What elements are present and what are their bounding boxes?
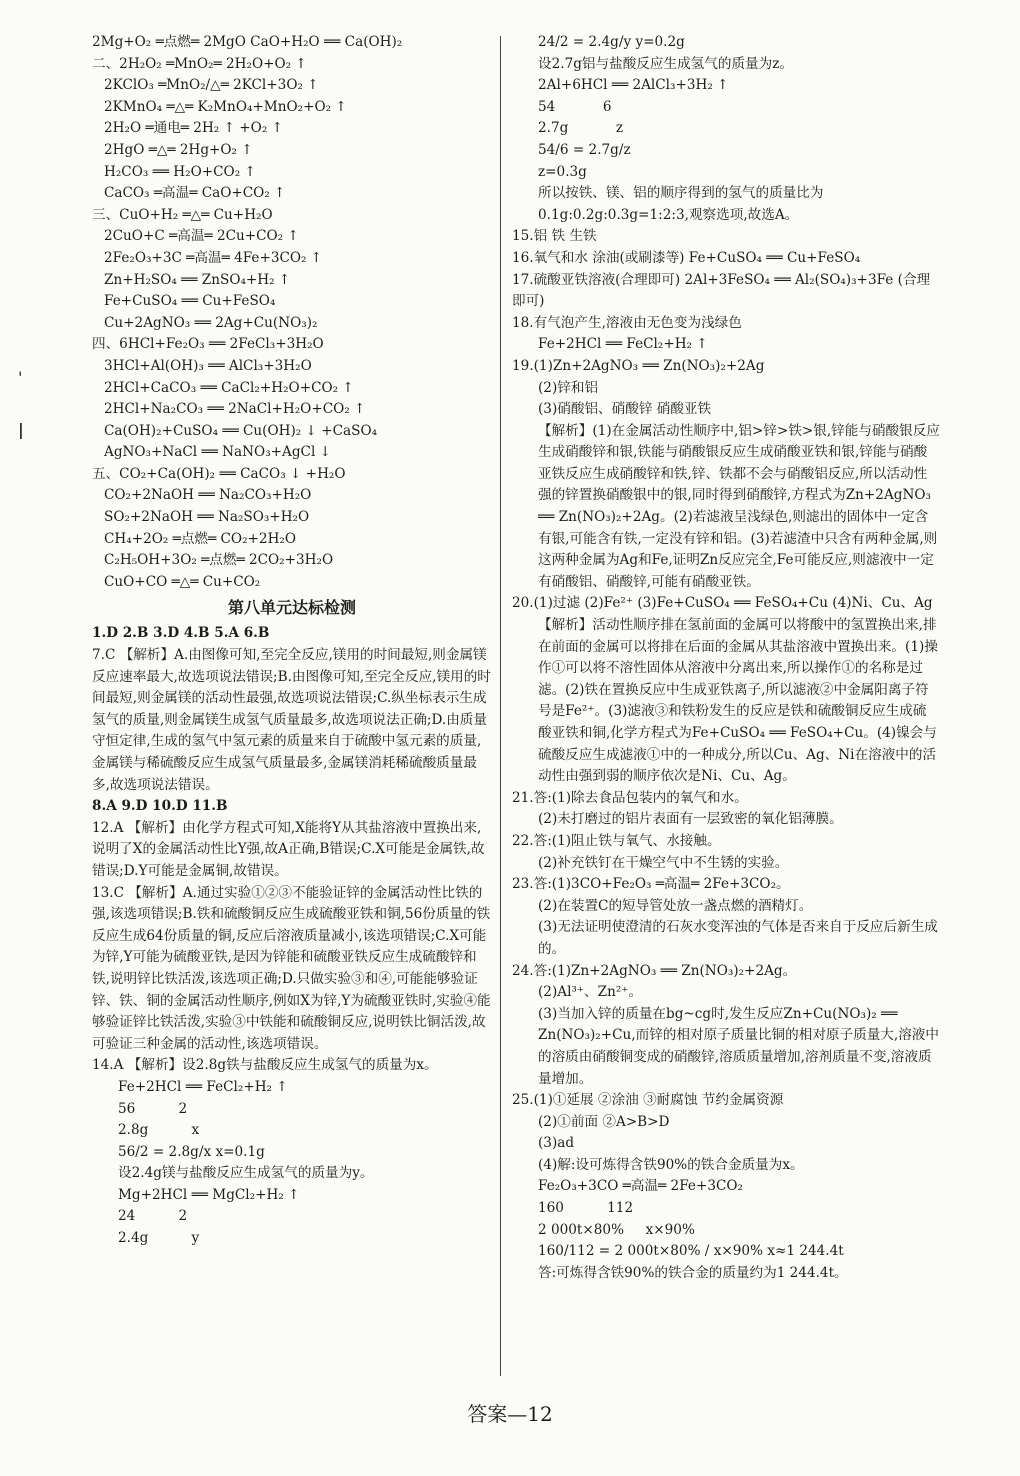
eq-line: 3HCl+Al(OH)₃ ══ AlCl₃+3H₂O <box>104 357 312 374</box>
answer-line: (2)补充铁钉在干燥空气中不生锈的实验。 <box>538 854 789 871</box>
calc-line: 所以按铁、镁、铝的顺序得到的氢气的质量比为0.1g:0.2g:0.3g=1:2:3,观察选项,故选A。 <box>538 185 824 223</box>
answer-item: 12.A 【解析】由化学方程式可知,X能将Y从其盐溶液中置换出来,说明了X的金属活动性比Y强,故A正确,B错误;C.X可能是金属铁,故错误;D.Y可能是金属铜,故错误。 <box>92 819 485 879</box>
answer-line: 答:可炼得含铁90%的铁合金的质量约为1 244.4t。 <box>538 1264 848 1281</box>
calc-line: 设2.7g铝与盐酸反应生成氢气的质量为z。 <box>538 55 793 72</box>
calc-line: 160 112 <box>538 1200 634 1217</box>
eq-line: CaCO₃ ═高温═ CaO+CO₂ ↑ <box>104 185 286 202</box>
eq-line: Zn+H₂SO₄ ══ ZnSO₄+H₂ ↑ <box>104 271 291 288</box>
answer-item: 16.氧气和水 涂油(或刷漆等) Fe+CuSO₄ ══ Cu+FeSO₄ <box>512 249 861 266</box>
answer-line: 8.A 9.D 10.D 11.B <box>92 798 228 815</box>
answer-item: 19.(1)Zn+2AgNO₃ ══ Zn(NO₃)₂+2Ag <box>512 357 765 374</box>
calc-line: 56/2 = 2.8g/x x=0.1g <box>118 1143 265 1160</box>
eq-line: 2HCl+CaCO₃ ══ CaCl₂+H₂O+CO₂ ↑ <box>104 379 354 396</box>
answer-item: 23.答:(1)3CO+Fe₂O₃ ═高温═ 2Fe+3CO₂。 <box>512 876 790 893</box>
eq-line: CH₄+2O₂ ═点燃═ CO₂+2H₂O <box>104 530 297 547</box>
answer-line: (3)无法证明使澄清的石灰水变浑浊的气体是否来自于反应后新生成的。 <box>538 919 938 957</box>
calc-line: 24/2 = 2.4g/y y=0.2g <box>538 34 685 50</box>
answer-item: 20.(1)过滤 (2)Fe²⁺ (3)Fe+CuSO₄ ══ FeSO₄+Cu (4)Ni、Cu、Ag <box>512 595 933 612</box>
calc-line: 2.8g x <box>118 1122 200 1139</box>
answer-item: 7.C 【解析】A.由图像可知,至完全反应,镁用的时间最短,则金属镁反应速率最大,故选项说法错误;B.由图像可知,至完全反应,镁用的时间最短,则金属镁的活动性最强,故选项说法错误;C.纵坐标表示生成氢气的质量,则金属镁生成氢气质量最多,故选项说法正确;D.由质量守恒定律,生成的氢气中氢元素的质量来自于硫酸中氢元素的质量,金属镁与稀硫酸反应生成氢气质量最多,金属镁消耗稀硫酸质量最多,故选项说法错误。 <box>92 647 491 793</box>
answer-item: 18.有气泡产生,溶液由无色变为浅绿色 <box>512 314 742 331</box>
column-divider <box>500 36 501 1376</box>
answer-line: (3)硝酸铝、硝酸锌 硝酸亚铁 <box>538 401 712 418</box>
eq-line: 2Al+6HCl ══ 2AlCl₃+3H₂ ↑ <box>538 77 729 94</box>
eq-line: 2H₂O ═通电═ 2H₂ ↑ +O₂ ↑ <box>104 120 283 137</box>
answer-line: (2)Al³⁺、Zn²⁺。 <box>538 984 643 1001</box>
calc-line: 54/6 = 2.7g/z <box>538 141 631 158</box>
calc-line: 24 2 <box>118 1208 188 1225</box>
eq-line: AgNO₃+NaCl ══ NaNO₃+AgCl ↓ <box>104 444 332 461</box>
eq-line: C₂H₅OH+3O₂ ═点燃═ 2CO₂+3H₂O <box>104 552 334 569</box>
eq-line: 2Mg+O₂ ═点燃═ 2MgO CaO+H₂O ══ Ca(OH)₂ <box>92 34 403 50</box>
calc-line: z=0.3g <box>538 163 587 180</box>
calc-line: 2.4g y <box>118 1230 200 1247</box>
eq-line: 2KMnO₄ ═△═ K₂MnO₄+MnO₂+O₂ ↑ <box>104 98 347 115</box>
calc-line: 160/112 = 2 000t×80% / x×90% x≈1 244.4t <box>538 1243 844 1260</box>
analysis-text: 【解析】活动性顺序排在氢前面的金属可以将酸中的氢置换出来,排在前面的金属可以将排在后面的金属从其盐溶液中置换出来。(1)操作①可以将不溶性固体从溶液中分离出来,所以操作①的名称是过滤。(2)铁在置换反应中生成亚铁离子,所以滤液②中金属阳离子符号是Fe²⁺。(3)滤液③和铁粉发生的反应是铁和硫酸铜反应生成硫酸亚铁和铜,化学方程式为Fe+CuSO₄ ══ FeSO₄+Cu。(4)镍会与硫酸反应生成滤液①中的一种成分,所以Cu、Ag、Ni在溶液中的活动性由强到弱的顺序依次是Ni、Cu、Ag。 <box>538 617 938 785</box>
answer-line: (2)未打磨过的铝片表面有一层致密的氧化铝薄膜。 <box>538 811 843 828</box>
answer-line: (2)①前面 ②A>B>D <box>538 1113 670 1130</box>
eq-line: 四、6HCl+Fe₂O₃ ══ 2FeCl₃+3H₂O <box>92 336 324 353</box>
answer-line: (3)ad <box>538 1135 575 1152</box>
right-column <box>512 32 940 1284</box>
calc-line: 2 000t×80% x×90% <box>538 1221 695 1238</box>
answer-item: 22.答:(1)阻止铁与氧气、水接触。 <box>512 832 721 849</box>
eq-line: Fe+2HCl ══ FeCl₂+H₂ ↑ <box>118 1078 288 1095</box>
eq-line: 三、CuO+H₂ ═△═ Cu+H₂O <box>92 206 273 223</box>
answer-item: 13.C 【解析】A.通过实验①②③不能验证锌的金属活动性比铁的强,该选项错误;B.铁和硫酸铜反应生成硫酸亚铁和铜,56份质量的铁反应生成64份质量的铜,反应后溶液质量减小,该选项错误;C.X可能为锌,Y可能为硫酸亚铁,是因为锌能和硫酸亚铁反应生成硫酸锌和铁,说明锌比铁活泼,该选项正确;D.只做实验③和④,可能能够验证锌、铁、铜的金属活动性顺序,例如X为锌,Y为硫酸亚铁时,实验④能够验证锌比铁活泼,实验③中铁能和硫酸铜反应,说明铁比铜活泼,故可验证三种金属的活动性,该选项错误。 <box>92 884 491 1052</box>
eq-line: Fe+CuSO₄ ══ Cu+FeSO₄ <box>104 293 276 310</box>
left-column <box>92 32 492 1250</box>
calc-line: 56 2 <box>118 1100 188 1117</box>
page-footer: 答案—12 <box>467 1402 553 1426</box>
eq-line: Fe₂O₃+3CO ═高温═ 2Fe+3CO₂ <box>538 1178 743 1195</box>
answer-line: 1.D 2.B 3.D 4.B 5.A 6.B <box>92 625 270 642</box>
eq-line: Cu+2AgNO₃ ══ 2Ag+Cu(NO₃)₂ <box>104 314 318 331</box>
answer-item: 24.答:(1)Zn+2AgNO₃ ══ Zn(NO₃)₂+2Ag。 <box>512 962 797 979</box>
eq-line: H₂CO₃ ══ H₂O+CO₂ ↑ <box>104 163 256 180</box>
calc-line: 54 6 <box>538 98 612 115</box>
answer-item: 15.铝 铁 生铁 <box>512 228 597 245</box>
eq-line: 2Fe₂O₃+3C ═高温═ 4Fe+3CO₂ ↑ <box>104 249 323 266</box>
answer-line: (2)锌和铝 <box>538 379 599 396</box>
eq-line: 2HCl+Na₂CO₃ ══ 2NaCl+H₂O+CO₂ ↑ <box>104 401 366 418</box>
margin-mark: ' <box>18 368 23 387</box>
eq-line: SO₂+2NaOH ══ Na₂SO₃+H₂O <box>104 509 310 526</box>
eq-line: CuO+CO ═△═ Cu+CO₂ <box>104 573 261 590</box>
answer-item: 21.答:(1)除去食品包装内的氧气和水。 <box>512 789 748 806</box>
section-title: 第八单元达标检测 <box>227 598 356 618</box>
margin-mark: | <box>18 420 24 439</box>
eq-line: 五、CO₂+Ca(OH)₂ ══ CaCO₃ ↓ +H₂O <box>92 465 346 482</box>
answer-item: 14.A 【解析】设2.8g铁与盐酸反应生成氢气的质量为x。 <box>92 1057 438 1074</box>
answer-item: 17.硫酸亚铁溶液(合理即可) 2Al+3FeSO₄ ══ Al₂(SO₄)₃+3Fe (合理即可) <box>512 271 931 310</box>
eq-line: CO₂+2NaOH ══ Na₂CO₃+H₂O <box>104 487 312 504</box>
eq-line: Ca(OH)₂+CuSO₄ ══ Cu(OH)₂ ↓ +CaSO₄ <box>104 422 378 439</box>
answer-line: (4)解:设可炼得含铁90%的铁合金质量为x。 <box>538 1156 804 1173</box>
eq-line: 2CuO+C ═高温═ 2Cu+CO₂ ↑ <box>104 228 299 245</box>
eq-line: 2HgO ═△═ 2Hg+O₂ ↑ <box>104 141 253 158</box>
eq-line: Fe+2HCl ══ FeCl₂+H₂ ↑ <box>538 336 708 353</box>
eq-line: 二、2H₂O₂ ═MnO₂═ 2H₂O+O₂ ↑ <box>92 55 307 72</box>
answer-line: (3)当加入锌的质量在bg~cg时,发生反应Zn+Cu(NO₃)₂ ══ Zn(NO₃)₂+Cu,而锌的相对原子质量比铜的相对原子质量大,溶液中的溶质由硝酸铜变成的硝酸锌,溶质质量增加,溶剂质量不变,溶液质量增加。 <box>538 1005 939 1087</box>
calc-line: 2.7g z <box>538 120 624 137</box>
eq-line: 2KClO₃ ═MnO₂/△═ 2KCl+3O₂ ↑ <box>104 77 319 94</box>
analysis-text: 【解析】(1)在金属活动性顺序中,铝>锌>铁>银,锌能与硝酸银反应生成硝酸锌和银,铁能与硝酸银反应生成硝酸亚铁和银,锌能与硝酸亚铁反应生成硝酸锌和铁,锌、铁都不会与硝酸铝反应,所以活动性强的锌置换硝酸银中的银,同时得到硝酸锌,方程式为Zn+2AgNO₃ ══ Zn(NO₃)₂+2Ag。(2)若滤液呈浅绿色,则滤出的固体中一定含有银,可能含有铁,一定没有锌和铝。(3)若滤渣中只含有两种金属,则这两种金属为Ag和Fe,证明Zn反应完全,Fe可能反应,则滤液中一定有硝酸铝、硝酸锌,可能有硝酸亚铁。 <box>538 422 940 590</box>
eq-line: Mg+2HCl ══ MgCl₂+H₂ ↑ <box>118 1186 300 1203</box>
answer-line: (2)在装置C的短导管处放一盏点燃的酒精灯。 <box>538 897 813 914</box>
calc-line: 设2.4g镁与盐酸反应生成氢气的质量为y。 <box>118 1165 374 1182</box>
answer-item: 25.(1)①延展 ②涂油 ③耐腐蚀 节约金属资源 <box>512 1092 784 1109</box>
